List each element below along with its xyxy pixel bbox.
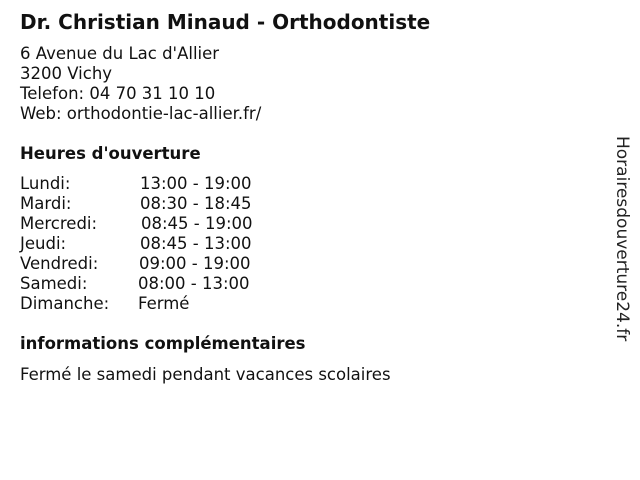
time-value: 08:45 - 19:00 — [141, 214, 253, 233]
phone-number: Telefon: 04 70 31 10 10 — [20, 84, 216, 103]
time-value: 08:30 - 18:45 — [140, 194, 252, 213]
city: 3200 Vichy — [20, 64, 113, 83]
time-value: Fermé — [138, 294, 190, 313]
time-value: 09:00 - 19:00 — [139, 254, 251, 273]
day-label: Mercredi: — [20, 214, 98, 233]
address-block — [20, 44, 261, 124]
day-label: Jeudi: — [20, 234, 67, 253]
time-value: 13:00 - 19:00 — [140, 174, 252, 193]
time-value: 08:45 - 13:00 — [140, 234, 252, 253]
website-link: Web: orthodontie-lac-allier.fr/ — [20, 104, 262, 123]
day-label: Samedi: — [20, 274, 88, 293]
street-address: 6 Avenue du Lac d'Allier — [20, 44, 220, 63]
time-value: 08:00 - 13:00 — [138, 274, 250, 293]
day-label: Vendredi: — [20, 254, 99, 273]
day-label: Dimanche: — [20, 294, 110, 313]
additional-info-heading: informations complémentaires — [20, 334, 306, 353]
opening-hours-heading: Heures d'ouverture — [20, 144, 201, 163]
site-watermark: Horairesdouverture24.fr — [612, 136, 632, 342]
additional-info-text: Fermé le samedi pendant vacances scolaires — [20, 365, 391, 384]
day-label: Mardi: — [20, 194, 72, 213]
page-title: Dr. Christian Minaud - Orthodontiste — [20, 10, 431, 34]
day-label: Lundi: — [20, 174, 71, 193]
